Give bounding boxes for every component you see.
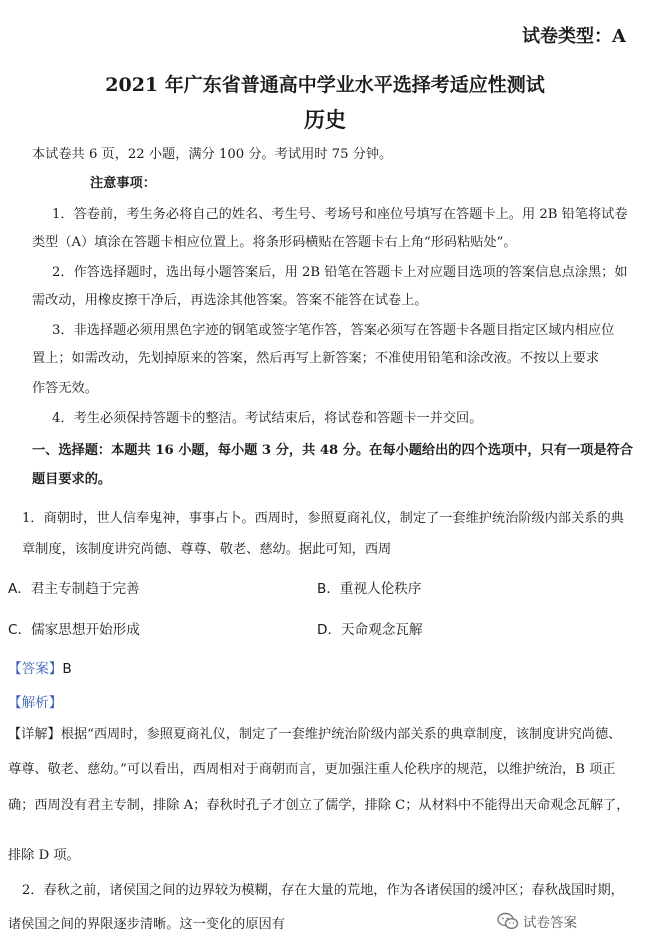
option-b: B．重视人伦秩序 xyxy=(317,581,422,597)
answer-value: B xyxy=(62,661,72,677)
detail-line: 尊尊、敬老、慈幼。”可以看出，西周相对于商朝而言，更加强注重人伦秩序的规范，以维护统治，B 项正 xyxy=(8,762,616,777)
notice-line: 需改动，用橡皮擦干净后，再选涂其他答案。答案不能答在试卷上。 xyxy=(32,293,428,308)
detail-line: 确；西周没有君主专制，排除 A；春秋时孔子才创立了儒学，排除 C；从材料中不能得出天命观念瓦解了， xyxy=(8,798,630,813)
notice-line: 1．答卷前，考生务必将自己的姓名、考生号、考场号和座位号填写在答题卡上。用 2B 铅笔将试卷 xyxy=(52,207,628,222)
option-a: A．君主专制趋于完善 xyxy=(8,581,140,597)
exam-title: 2021 年广东省普通高中学业水平选择考适应性测试 xyxy=(105,74,545,96)
intro-text: 本试卷共 6 页，22 小题，满分 100 分。考试用时 75 分钟。 xyxy=(32,147,393,162)
notice-line: 4．考生必须保持答题卡的整洁。考试结束后，将试卷和答题卡一并交回。 xyxy=(52,411,483,426)
notice-line: 置上；如需改动，先划掉原来的答案，然后再写上新答案；不准使用铅笔和涂改液。不按以上要求 xyxy=(32,351,600,366)
question-1-stem: 章制度，该制度讲究尚德、尊尊、敬老、慈幼。据此可知，西周 xyxy=(22,542,392,557)
question-2-stem: 诸侯国之间的界限逐步清晰。这一变化的原因有 xyxy=(8,917,285,932)
question-2-stem: 2．春秋之前，诸侯国之间的边界较为模糊，存在大量的荒地，作为各诸侯国的缓冲区；春秋战国时期， xyxy=(22,883,624,898)
section-heading: 一、选择题：本题共 16 小题，每小题 3 分，共 48 分。在每小题给出的四个选项中，只有一项是符合 xyxy=(32,443,633,458)
notice-line: 3．非选择题必须用黑色字迹的钢笔或签字笔作答，答案必须写在答题卡各题目指定区域内相应位 xyxy=(52,323,615,338)
subject-title: 历史 xyxy=(304,107,346,132)
answer-label: 【答案】 xyxy=(8,661,63,677)
notice-line: 作答无效。 xyxy=(32,381,98,396)
analysis-label: 【解析】 xyxy=(8,695,63,711)
question-1-stem: 1．商朝时，世人信奉鬼神，事事占卜。西周时，参照夏商礼仪，制定了一套维护统治阶级内部关系的典 xyxy=(22,511,624,526)
notice-line: 2．作答选择题时，选出每小题答案后，用 2B 铅笔在答题卡上对应题目选项的答案信息点涂黑；如 xyxy=(52,265,628,280)
exam-type-label: 试卷类型：A xyxy=(522,26,626,47)
watermark xyxy=(497,908,577,934)
detail-line: 【详解】根据“西周时，参照夏商礼仪，制定了一套维护统治阶级内部关系的典章制度，该制度讲究尚德、 xyxy=(8,727,622,742)
section-heading: 题目要求的。 xyxy=(32,472,112,487)
wechat-icon xyxy=(497,912,519,930)
option-c: C．儒家思想开始形成 xyxy=(8,622,140,638)
detail-line: 排除 D 项。 xyxy=(8,848,80,863)
notice-line: 类型（A）填涂在答题卡相应位置上。将条形码横贴在答题卡右上角“形码粘贴处”。 xyxy=(32,235,517,250)
notice-heading: 注意事项： xyxy=(90,176,156,191)
answer-row xyxy=(8,657,72,677)
watermark-text: 试卷答案 xyxy=(523,915,577,931)
option-d: D．天命观念瓦解 xyxy=(317,622,423,638)
